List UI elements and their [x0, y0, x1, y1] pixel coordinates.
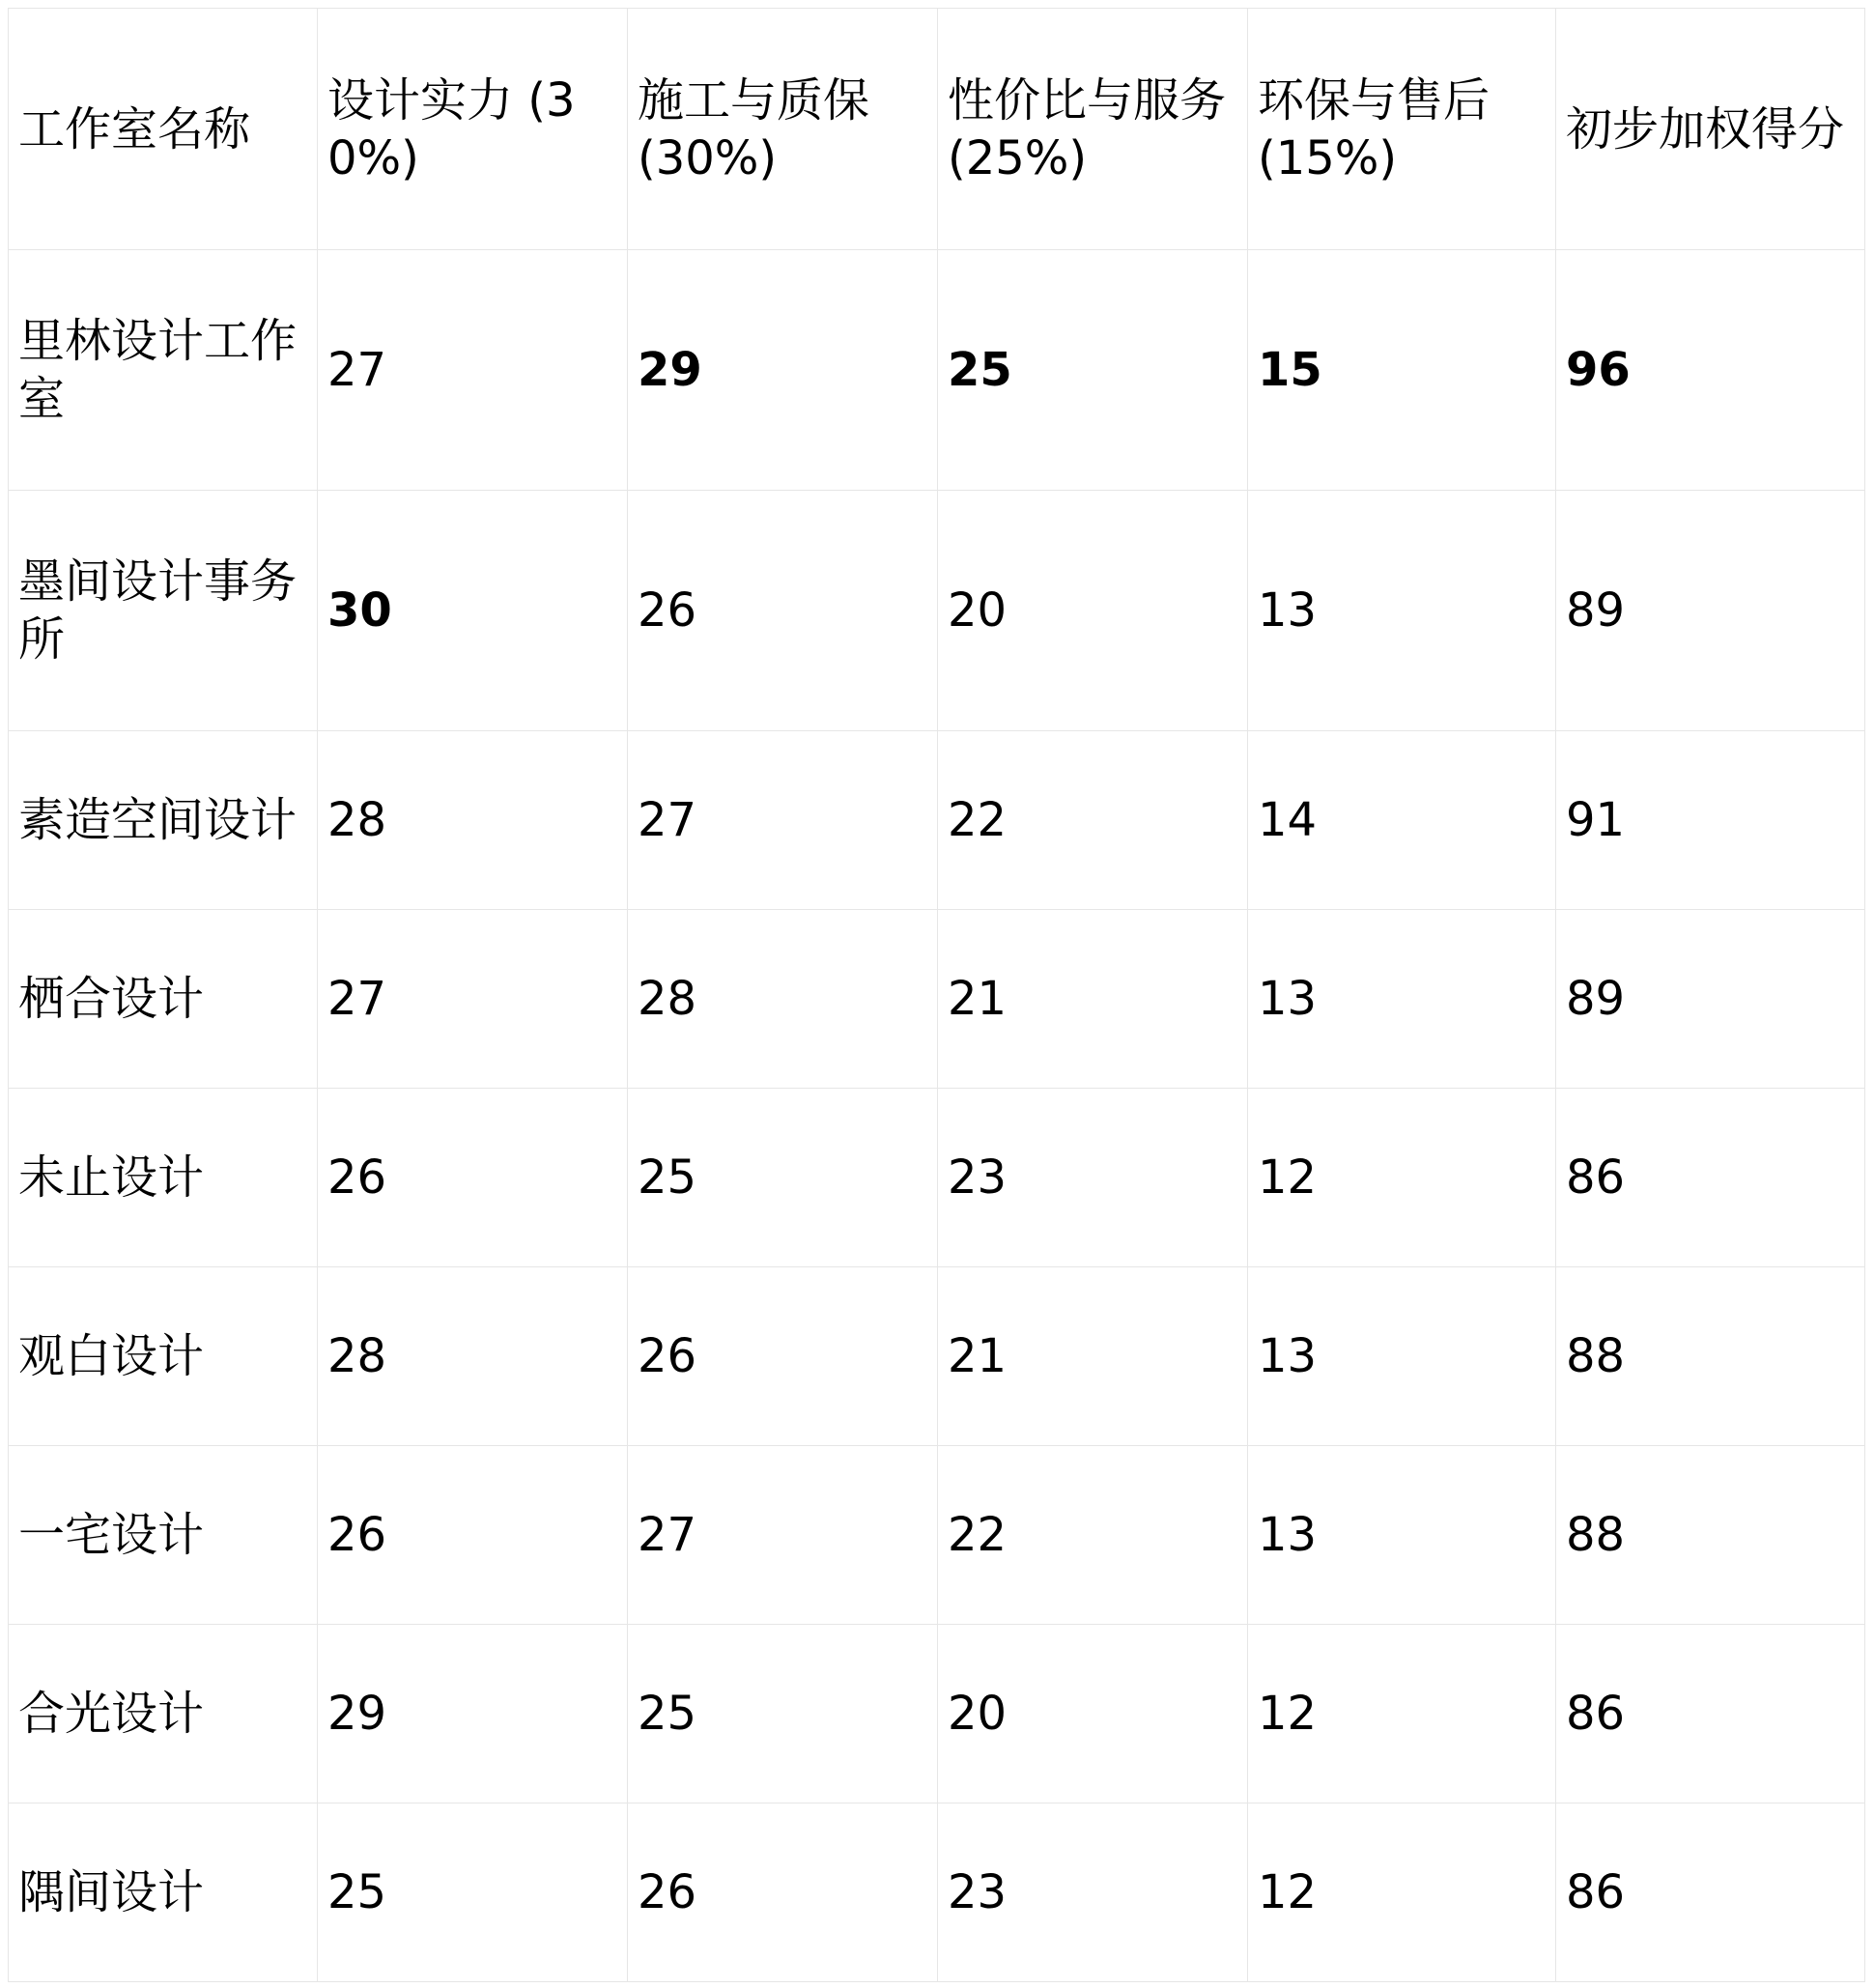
- eco-score-cell: 14: [1248, 731, 1556, 910]
- weighted-score-cell: 91: [1556, 731, 1865, 910]
- table-row: [9, 1803, 1865, 1982]
- studio-name-cell: 里林设计工作室: [9, 250, 318, 491]
- table-row: [9, 910, 1865, 1089]
- table-row: [9, 491, 1865, 731]
- construction-score-cell: 27: [628, 731, 938, 910]
- design-score-cell: 28: [318, 1267, 628, 1446]
- construction-score-cell: 26: [628, 1267, 938, 1446]
- value-score-cell: 22: [938, 731, 1248, 910]
- construction-score-cell: 26: [628, 491, 938, 731]
- construction-score-cell: 25: [628, 1089, 938, 1267]
- studio-name-cell: 栖合设计: [9, 910, 318, 1089]
- weighted-score-cell: 86: [1556, 1803, 1865, 1982]
- design-score-cell: 30: [318, 491, 628, 731]
- weighted-score-cell: 88: [1556, 1446, 1865, 1625]
- table-header-row: [9, 9, 1865, 250]
- header-weighted-score: 初步加权得分: [1556, 9, 1865, 250]
- weighted-score-cell: 96: [1556, 250, 1865, 491]
- value-score-cell: 21: [938, 910, 1248, 1089]
- table-row: [9, 1625, 1865, 1803]
- table-row: [9, 1446, 1865, 1625]
- eco-score-cell: 13: [1248, 1446, 1556, 1625]
- studio-name-cell: 一宅设计: [9, 1446, 318, 1625]
- table-row: [9, 1089, 1865, 1267]
- header-studio-name: 工作室名称: [9, 9, 318, 250]
- header-eco-aftersales: 环保与售后 (15%): [1248, 9, 1556, 250]
- design-score-cell: 27: [318, 250, 628, 491]
- studio-name-cell: 观白设计: [9, 1267, 318, 1446]
- value-score-cell: 21: [938, 1267, 1248, 1446]
- studio-name-cell: 素造空间设计: [9, 731, 318, 910]
- studio-name-cell: 合光设计: [9, 1625, 318, 1803]
- design-score-cell: 28: [318, 731, 628, 910]
- eco-score-cell: 12: [1248, 1625, 1556, 1803]
- value-score-cell: 23: [938, 1803, 1248, 1982]
- value-score-cell: 22: [938, 1446, 1248, 1625]
- value-score-cell: 20: [938, 491, 1248, 731]
- weighted-score-cell: 86: [1556, 1089, 1865, 1267]
- design-score-cell: 27: [318, 910, 628, 1089]
- evaluation-table: [8, 8, 1865, 1982]
- design-score-cell: 26: [318, 1446, 628, 1625]
- eco-score-cell: 13: [1248, 491, 1556, 731]
- construction-score-cell: 26: [628, 1803, 938, 1982]
- value-score-cell: 25: [938, 250, 1248, 491]
- construction-score-cell: 29: [628, 250, 938, 491]
- table-row: [9, 731, 1865, 910]
- eco-score-cell: 13: [1248, 910, 1556, 1089]
- weighted-score-cell: 86: [1556, 1625, 1865, 1803]
- header-design-strength: 设计实力 (30%): [318, 9, 628, 250]
- table-row: [9, 250, 1865, 491]
- value-score-cell: 20: [938, 1625, 1248, 1803]
- studio-name-cell: 墨间设计事务所: [9, 491, 318, 731]
- weighted-score-cell: 88: [1556, 1267, 1865, 1446]
- table-row: [9, 1267, 1865, 1446]
- design-score-cell: 26: [318, 1089, 628, 1267]
- construction-score-cell: 27: [628, 1446, 938, 1625]
- eco-score-cell: 12: [1248, 1803, 1556, 1982]
- weighted-score-cell: 89: [1556, 910, 1865, 1089]
- eco-score-cell: 15: [1248, 250, 1556, 491]
- value-score-cell: 23: [938, 1089, 1248, 1267]
- construction-score-cell: 25: [628, 1625, 938, 1803]
- design-score-cell: 25: [318, 1803, 628, 1982]
- studio-name-cell: 隅间设计: [9, 1803, 318, 1982]
- design-score-cell: 29: [318, 1625, 628, 1803]
- studio-name-cell: 未止设计: [9, 1089, 318, 1267]
- weighted-score-cell: 89: [1556, 491, 1865, 731]
- eco-score-cell: 13: [1248, 1267, 1556, 1446]
- eco-score-cell: 12: [1248, 1089, 1556, 1267]
- construction-score-cell: 28: [628, 910, 938, 1089]
- header-construction-warranty: 施工与质保 (30%): [628, 9, 938, 250]
- header-value-service: 性价比与服务 (25%): [938, 9, 1248, 250]
